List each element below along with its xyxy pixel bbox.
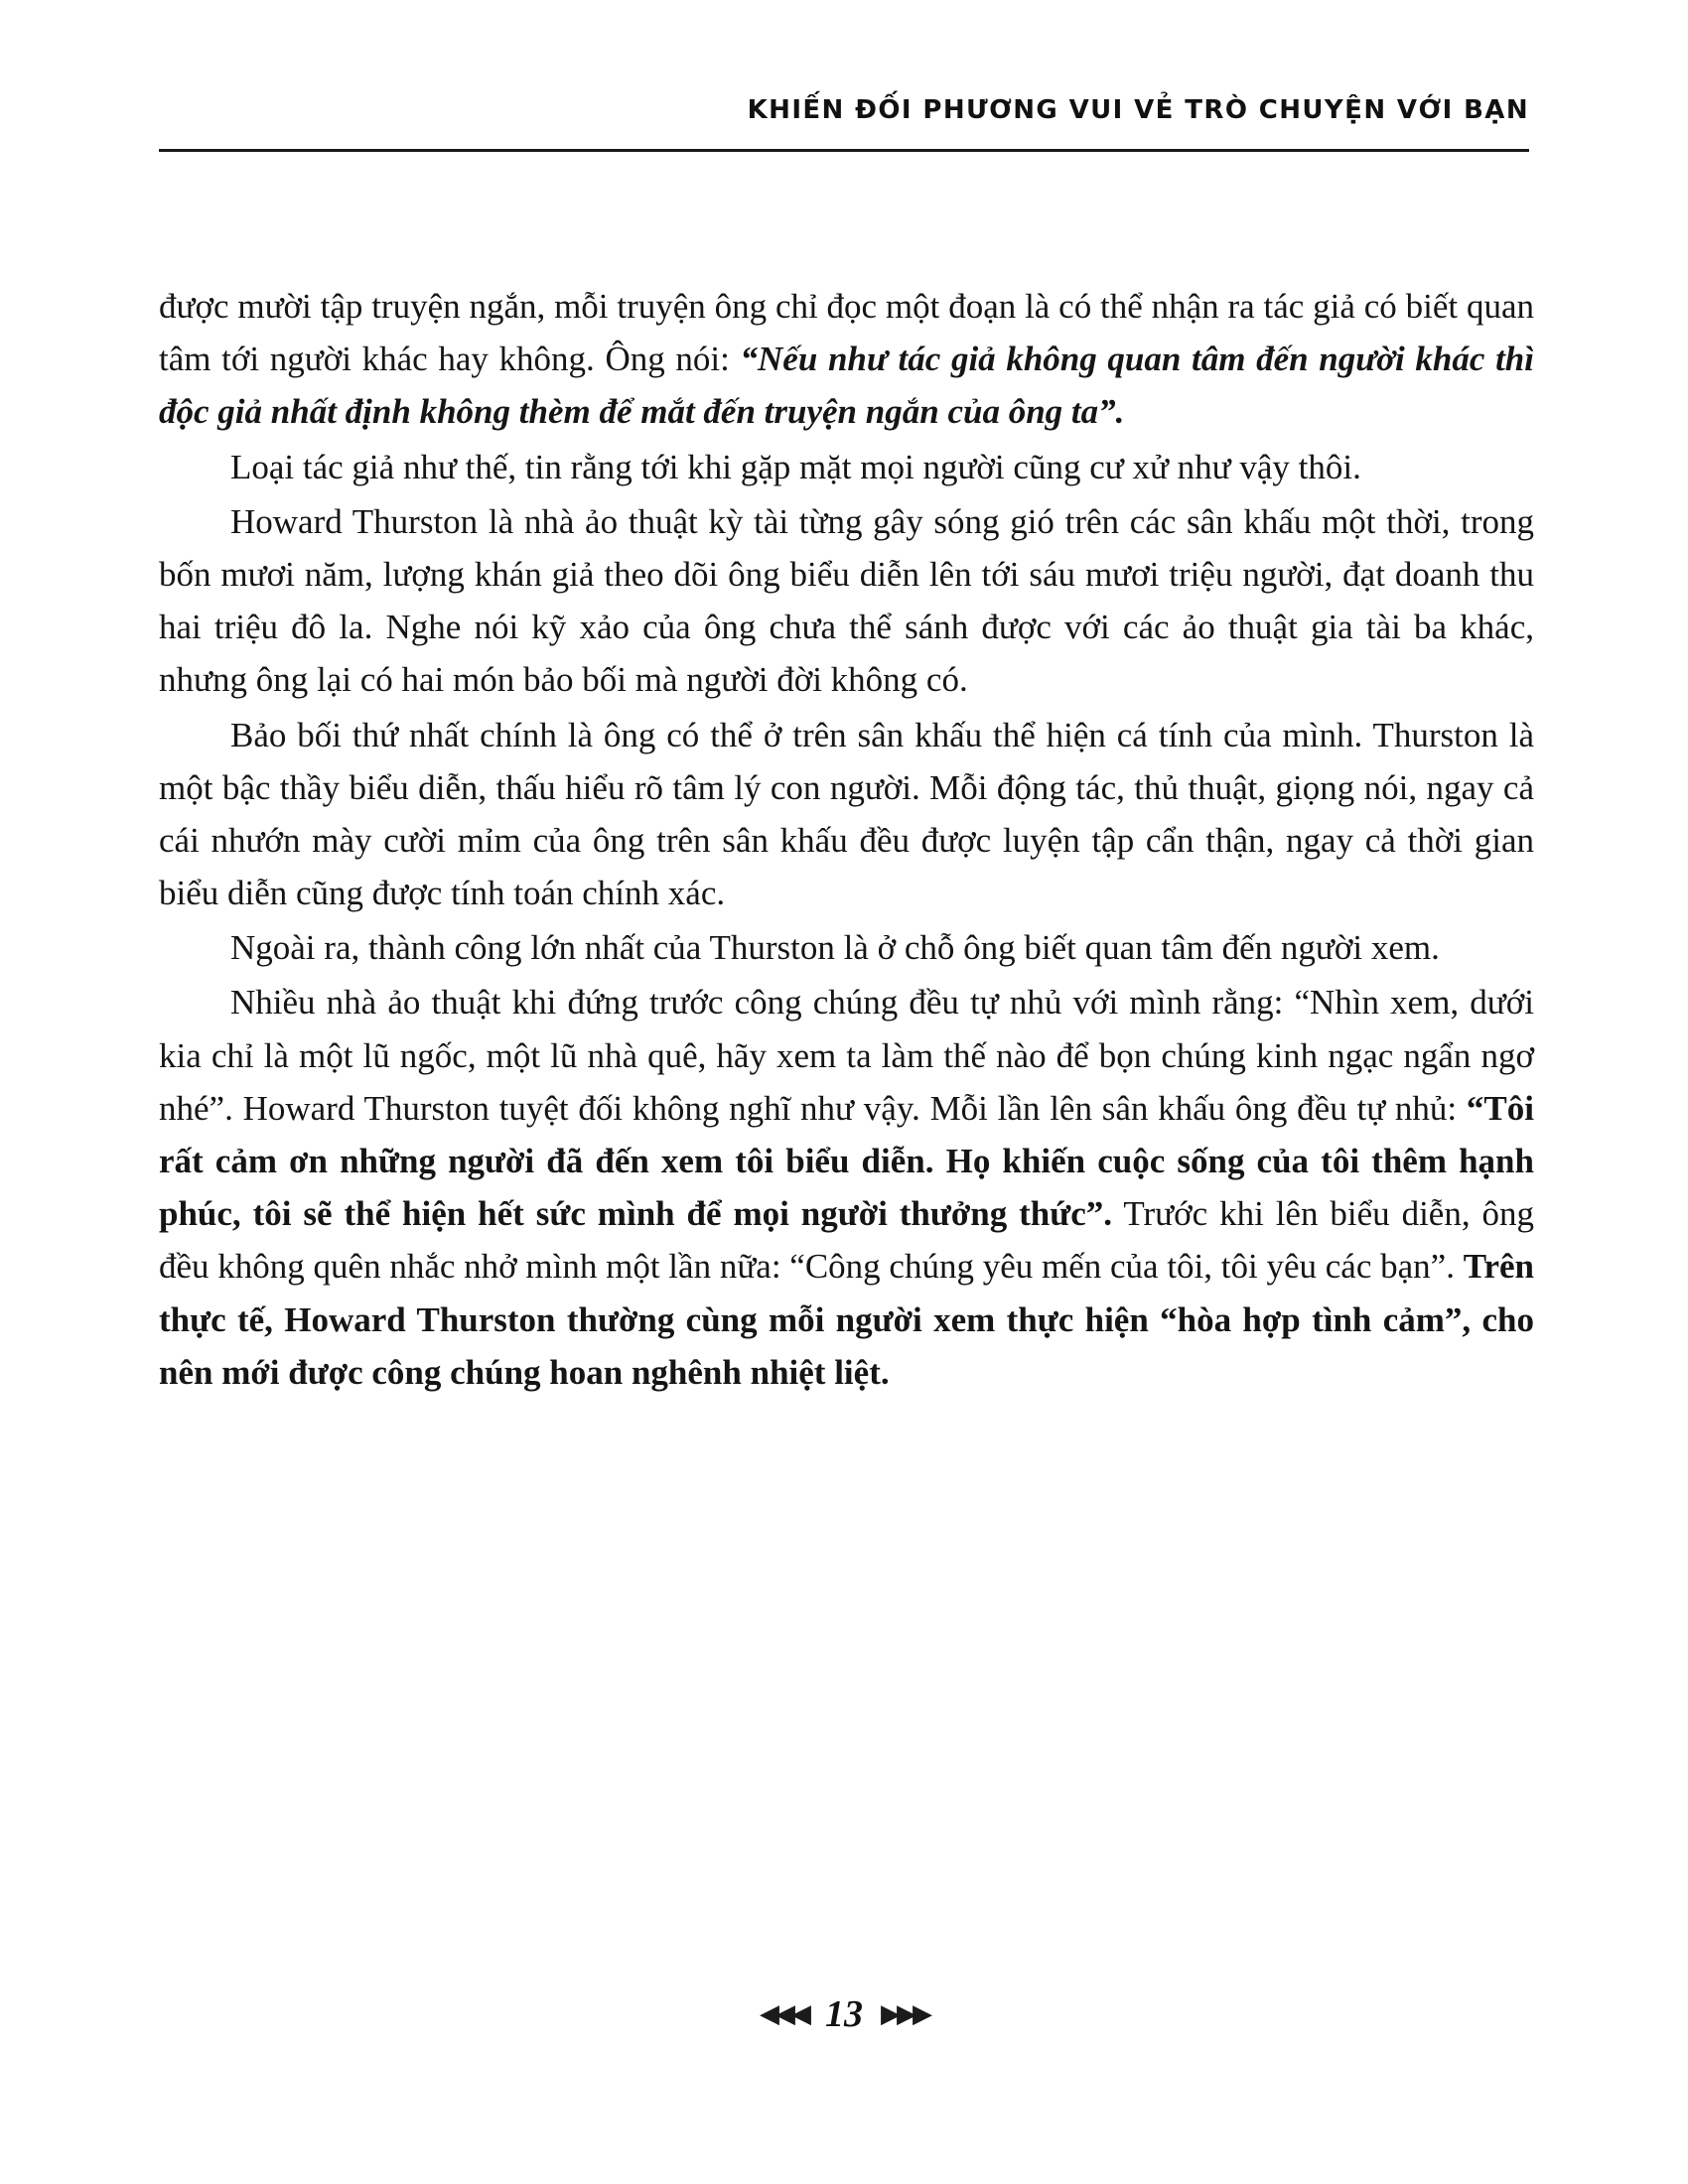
text-run: Loại tác giả như thế, tin rằng tới khi gặp mặt mọi người cũng cư xử như vậy thôi.	[230, 447, 1361, 486]
page-number: 13	[825, 1993, 863, 2035]
left-arrows-icon: ◀◀◀	[760, 1999, 807, 2028]
text-run: Nhiều nhà ảo thuật khi đứng trước công chúng đều tự nhủ với mình rằng: “Nhìn xem, dưới kia chỉ là một lũ ngốc, một lũ nhà quê, hãy xem ta làm thế nào để bọn chúng kinh ngạc ngẩn ngơ nhé”. Howard Thurston tuyệt đối không nghĩ như vậy. Mỗi lần lên sân khấu ông đều tự nhủ:	[159, 983, 1534, 1128]
emphasis-bold: “Tôi rất cảm ơn những người đã đến xem tôi biểu diễn. Họ khiến cuộc sống của tôi thêm hạnh phúc, tôi sẽ thể hiện hết sức mình để mọi người thưởng thức”.	[159, 1088, 1534, 1234]
running-head	[159, 95, 1529, 126]
paragraph	[159, 976, 1534, 1399]
text-run: được mười tập truyện ngắn, mỗi truyện ông chỉ đọc một đoạn là có thể nhận ra tác giả có biết quan tâm tới người khác hay không. Ông nói:	[159, 287, 1534, 379]
right-arrows-icon: ▶▶▶	[881, 1999, 928, 2028]
paragraph	[159, 921, 1534, 974]
emphasis-bold-italic: “Nếu như tác giả không quan tâm đến người khác thì độc giả nhất định không thèm để mắt đến truyện ngắn của ông ta”.	[159, 340, 1534, 432]
paragraph	[159, 709, 1534, 920]
page-footer	[0, 1995, 1688, 2033]
paragraph	[159, 280, 1534, 439]
text-run: Ngoài ra, thành công lớn nhất của Thurston là ở chỗ ông biết quan tâm đến người xem.	[230, 928, 1440, 968]
text-run: Bảo bối thứ nhất chính là ông có thể ở trên sân khấu thể hiện cá tính của mình. Thurston là một bậc thầy biểu diễn, thấu hiểu rõ tâm lý con người. Mỗi động tác, thủ thuật, giọng nói, ngay cả cái nhướn mày cười mỉm của ông trên sân khấu đều được luyện tập cẩn thận, ngay cả thời gian biểu diễn cũng được tính toán chính xác.	[159, 715, 1534, 913]
emphasis-bold: Trên thực tế, Howard Thurston thường cùng mỗi người xem thực hiện “hòa hợp tình cảm”, cho nên mới được công chúng hoan nghênh nhiệt liệt.	[159, 1247, 1534, 1392]
text-run: Trước khi lên biểu diễn, ông đều không quên nhắc nhở mình một lần nữa: “Công chúng yêu mến của tôi, tôi yêu các bạn”.	[159, 1194, 1534, 1287]
page-body	[159, 280, 1534, 1399]
text-run: Howard Thurston là nhà ảo thuật kỳ tài từng gây sóng gió trên các sân khấu một thời, trong bốn mươi năm, lượng khán giả theo dõi ông biểu diễn lên tới sáu mươi triệu người, đạt doanh thu hai triệu đô la. Nghe nói kỹ xảo của ông chưa thể sánh được với các ảo thuật gia tài ba khác, nhưng ông lại có hai món bảo bối mà người đời không có.	[159, 501, 1534, 700]
folio	[760, 1995, 928, 2033]
paragraph	[159, 495, 1534, 707]
paragraph	[159, 441, 1534, 493]
running-head-title: KHIẾN ĐỐI PHƯƠNG VUI VẺ TRÒ CHUYỆN VỚI BẠN	[747, 95, 1529, 125]
header-divider	[159, 149, 1529, 152]
